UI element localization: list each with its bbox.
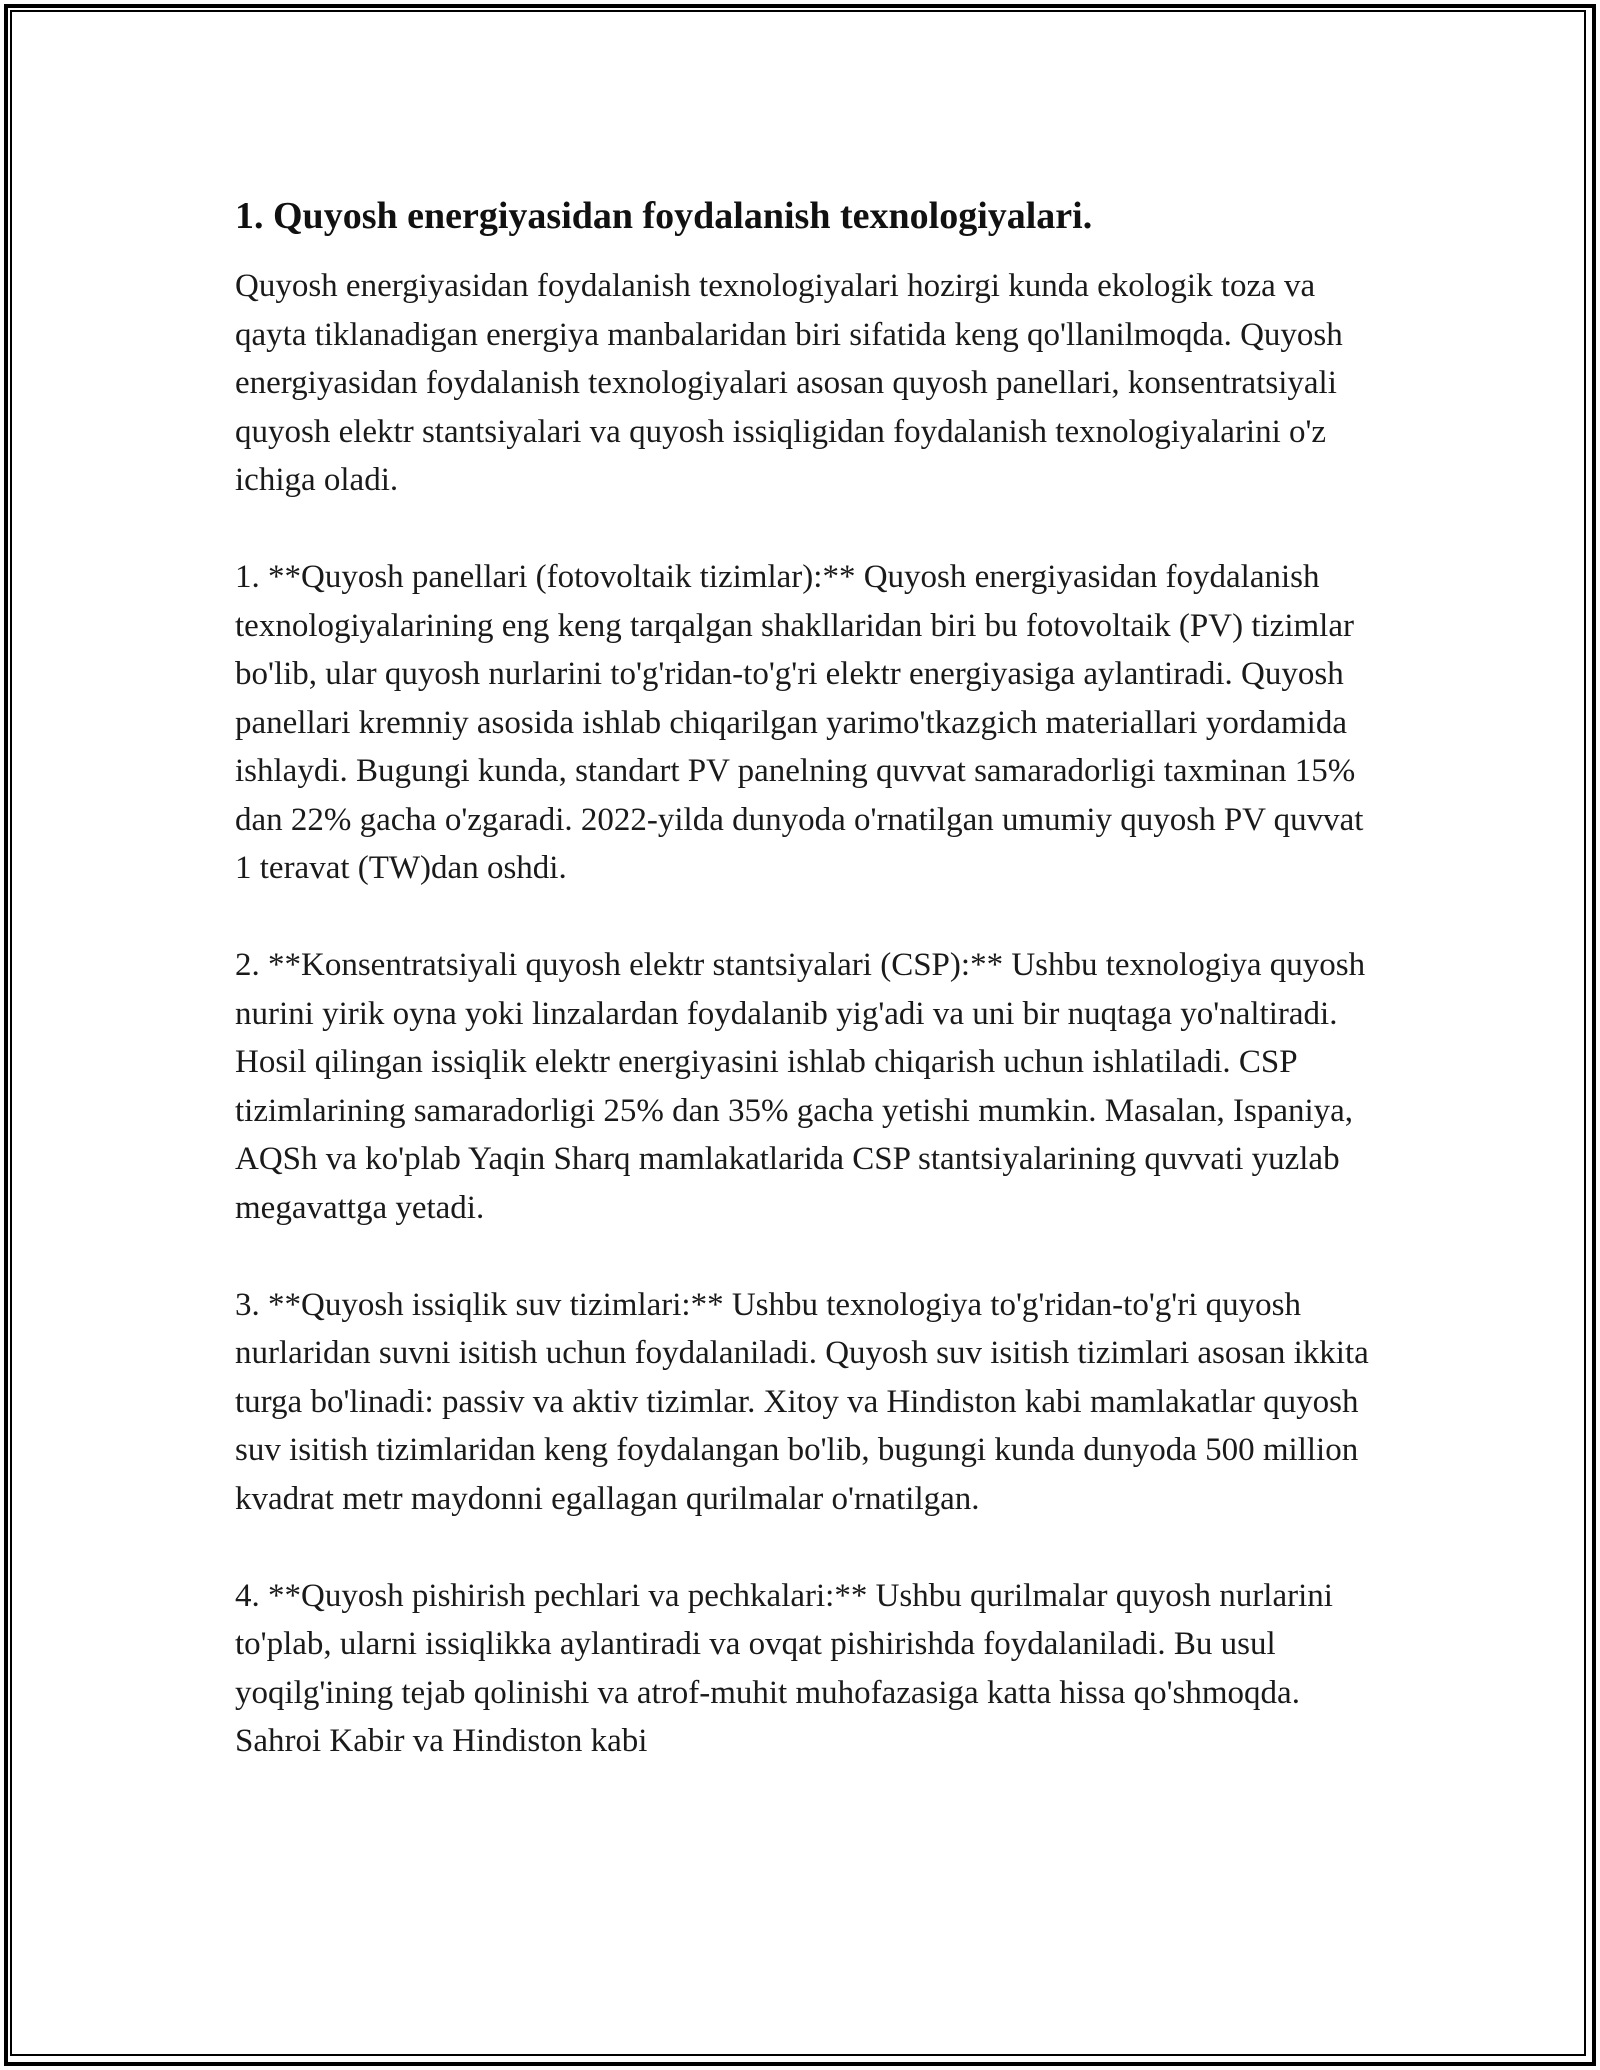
document-title: 1. Quyosh energiyasidan foydalanish texnologiyalari. (235, 195, 1093, 237)
intro-paragraph: Quyosh energiyasidan foydalanish texnologiyalari hozirgi kunda ekologik toza va qayta tiklanadigan energiya manbalaridan biri sifatida keng qo'llanilmoqda. Quyosh energiyasidan foydalanish texnologiyalari asosan quyosh panellari, konsentratsiyali quyosh elektr stantsiyalari va quyosh issiqligidan foydalanish texnologiyalarini o'z ichiga oladi. (235, 268, 1343, 498)
paragraph-solar-panels: 1. **Quyosh panellari (fotovoltaik tizimlar):** Quyosh energiyasidan foydalanish texnologiyalarining eng keng tarqalgan shakllaridan biri bu fotovoltaik (PV) tizimlar bo'lib, ular quyosh nurlarini to'g'ridan-to'g'ri elektr energiyasiga aylantiradi. Quyosh panellari kremniy asosida ishlab chiqarilgan yarimo'tkazgich materiallari yordamida ishlaydi. Bugungi kunda, standart PV panelning quvvat samaradorligi taxminan 15% dan 22% gacha o'zgaradi. 2022-yilda dunyoda o'rnatilgan umumiy quyosh PV quvvat 1 teravat (TW)dan oshdi. (235, 559, 1364, 886)
paragraph-solar-water-heating: 3. **Quyosh issiqlik suv tizimlari:** Ushbu texnologiya to'g'ridan-to'g'ri quyosh nurlaridan suvni isitish uchun foydalaniladi. Quyosh suv isitish tizimlari asosan ikkita turga bo'linadi: passiv va aktiv tizimlar. Xitoy va Hindiston kabi mamlakatlar quyosh suv isitish tizimlaridan keng foydalangan bo'lib, bugungi kunda dunyoda 500 million kvadrat metr maydonni egallagan qurilmalar o'rnatilgan. (235, 1286, 1369, 1517)
paragraph-solar-cookers: 4. **Quyosh pishirish pechlari va pechkalari:** Ushbu qurilmalar quyosh nurlarini to'plab, ularni issiqlikka aylantiradi va ovqat pishirishda foydalaniladi. Bu usul yoqilg'ining tejab qolinishi va atrof-muhit muhofazasiga katta hissa qo'shmoqda. Sahroi Kabir va Hindiston kabi (235, 1577, 1333, 1759)
document-page (235, 190, 1375, 1766)
paragraph-csp: 2. **Konsentratsiyali quyosh elektr stantsiyalari (CSP):** Ushbu texnologiya quyosh nurini yirik oyna yoki linzalardan foydalanib yig'adi va uni bir nuqtaga yo'naltiradi. Hosil qilingan issiqlik elektr energiyasini ishlab chiqarish uchun ishlatiladi. CSP tizimlarining samaradorligi 25% dan 35% gacha yetishi mumkin. Masalan, Ispaniya, AQSh va ko'plab Yaqin Sharq mamlakatlarida CSP stantsiyalarining quvvati yuzlab megavattga yetadi. (235, 947, 1366, 1226)
